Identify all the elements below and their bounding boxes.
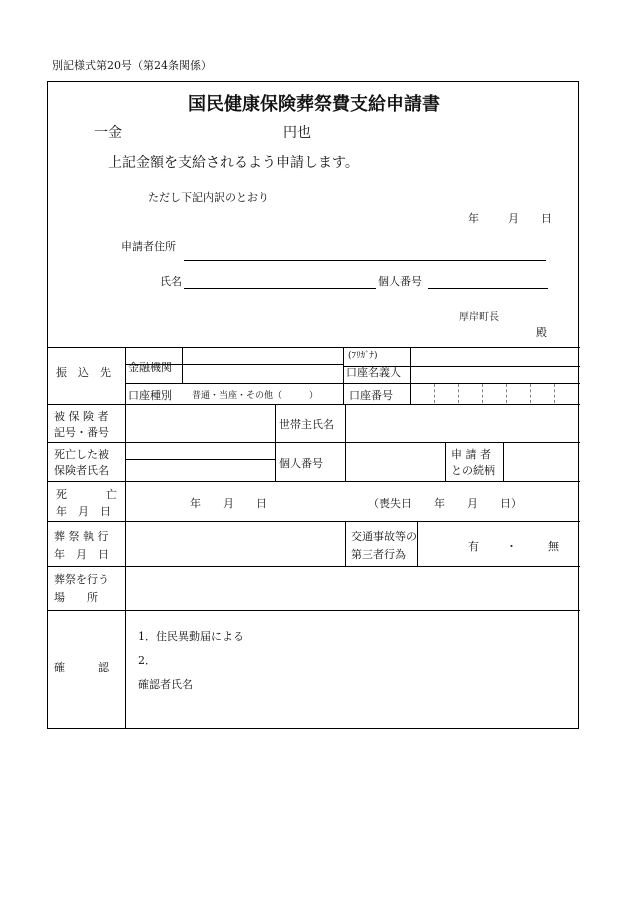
personal-number-underline <box>428 288 548 289</box>
accident-yes: 有 <box>468 540 479 553</box>
applicant-address-label: 申請者住所 <box>121 240 176 253</box>
form-reference: 別記様式第20号（第24条関係） <box>52 59 212 72</box>
form-title: 国民健康保険葬祭費支給申請書 <box>188 94 440 115</box>
name-underline <box>184 288 376 289</box>
relation-label-line1: 申 請 者 <box>451 448 491 461</box>
applicant-name-label: 氏名 <box>160 275 182 288</box>
bank-label: 金融機関 <box>128 361 172 374</box>
accident-no: 無 <box>548 540 559 553</box>
death-date-value: 年 月 日 <box>190 497 267 510</box>
confirm-label: 確 認 <box>54 661 109 674</box>
insured-label-line1: 被 保 険 者 <box>54 410 109 423</box>
deceased-personal-number-label: 個人番号 <box>279 457 323 470</box>
applicant-personal-number-label: 個人番号 <box>378 275 422 288</box>
deceased-label-line1: 死亡した被 <box>54 448 109 461</box>
accident-separator: ・ <box>506 540 517 553</box>
application-form <box>47 81 579 729</box>
account-number-label: 口座番号 <box>349 389 393 402</box>
breakdown-note: ただし下記内訳のとおり <box>148 191 269 204</box>
venue-label-line1: 葬祭を行う <box>54 573 109 586</box>
death-label-char2: 亡 <box>106 488 117 501</box>
insured-label-line2: 記号・番号 <box>54 426 109 439</box>
address-underline <box>184 260 546 261</box>
furigana-label: (ﾌﾘｶﾞﾅ) <box>348 351 378 361</box>
application-statement: 上記金額を支給されるよう申請します。 <box>108 155 359 171</box>
date-month: 月 <box>508 212 519 225</box>
confirm-item1: 1．住民異動届による <box>138 630 244 643</box>
amount-prefix: 一金 <box>94 125 122 141</box>
account-holder-label: 口座名義人 <box>346 366 401 379</box>
deceased-label-line2: 保険者氏名 <box>54 464 109 477</box>
loss-date: （喪失日 年 月 日） <box>368 497 522 510</box>
funeral-label-line2: 年 月 日 <box>54 548 109 561</box>
account-type-options: 普通・当座・その他（ ） <box>192 391 319 401</box>
funeral-label-line1: 葬 祭 執 行 <box>54 530 109 543</box>
amount-suffix: 円也 <box>283 125 311 141</box>
accident-label-line2: 第三者行為 <box>351 548 406 561</box>
recipient-honorific: 殿 <box>536 326 547 339</box>
accident-label-line1: 交通事故等の <box>351 530 417 543</box>
death-label-char1: 死 <box>56 488 67 501</box>
transfer-label: 振 込 先 <box>56 366 111 379</box>
recipient-office: 厚岸町長 <box>459 312 499 323</box>
householder-label: 世帯主氏名 <box>279 418 334 431</box>
date-year: 年 <box>468 212 479 225</box>
confirm-item2: 2． <box>138 654 156 667</box>
venue-label-line2: 場 所 <box>54 591 98 604</box>
relation-label-line2: との続柄 <box>451 464 495 477</box>
confirmer-name-label: 確認者氏名 <box>138 678 193 691</box>
death-label-line2: 年 月 日 <box>56 505 111 518</box>
account-type-label: 口座種別 <box>128 389 172 402</box>
date-day: 日 <box>541 212 552 225</box>
